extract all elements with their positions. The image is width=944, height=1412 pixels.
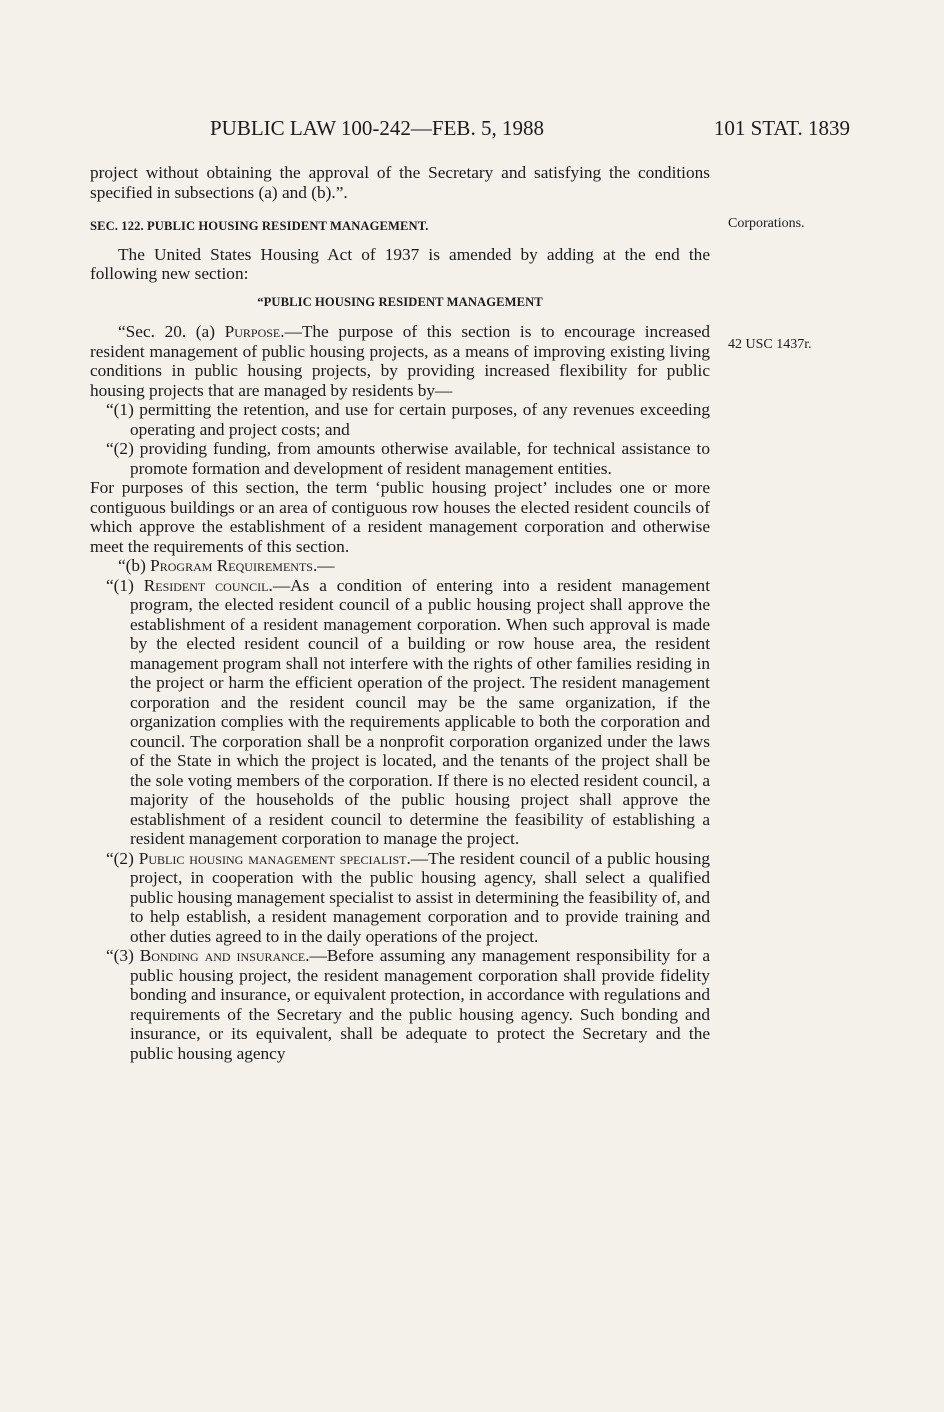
b-prefix: “(b) (118, 556, 151, 575)
running-head: PUBLIC LAW 100-242—FEB. 5, 1988 (210, 116, 544, 140)
spacer (90, 284, 710, 293)
sec20-purpose-paragraph (90, 322, 710, 400)
program-requirements-label: Program Requirements. (150, 556, 318, 575)
stat-page-number: 101 STAT. 1839 (713, 116, 850, 140)
b2-prefix: “(2) (106, 848, 139, 868)
resident-council-label: Resident council. (143, 575, 273, 595)
management-specialist-label: Public housing management specialist. (138, 848, 411, 868)
amendment-paragraph: The United States Housing Act of 1937 is amended by adding at the end the following new section: (90, 244, 710, 283)
resident-council-text: —As a condition of entering into a resident management program, the elected resident council of a public housing project shall approve the establishment of a resident management corporation. When such approval is made by the elected resident council of a building or row house area, the resident management program shall not interfere with the rights of other families residing in the project or harm the efficient operation of the project. The resident management corporation and the resident council may be the same organization, if the organization complies with the requirements applicable to both the corporation and council. The corporation shall be a nonprofit corporation organized under the laws of the State in which the project is located, and the tenants of the project shall be the sole voting members of the corporation. If there is no elected resident council, a majority of the households of the public housing project shall approve the establishment of a resident council to determine the feasibility of establishing a resident management corporation to manage the project. (130, 575, 710, 848)
bonding-insurance-paragraph (90, 946, 710, 1063)
page-header (90, 116, 850, 146)
bonding-insurance-label: Bonding and insurance. (139, 946, 310, 965)
purpose-item-1: “(1) permitting the retention, and use for certain purposes, of any revenues exceeding operating and project costs; and (106, 400, 710, 439)
b-suffix: — (317, 556, 335, 575)
sec20-prefix: “Sec. 20. (a) (118, 322, 225, 341)
spacer (90, 202, 710, 211)
continuation-paragraph: project without obtaining the approval of the Secretary and satisfying the conditions specified in subsections (a) and (b).”. (90, 163, 710, 202)
margin-note-corporations: Corporations. (728, 216, 805, 231)
purpose-item-2: “(2) providing funding, from amounts otherwise available, for technical assistance to promote formation and development of resident management entities. (106, 439, 710, 478)
purpose-text: —The purpose of this section is to encourage increased resident management of public housing projects, as a means of improving existing living conditions in public housing projects, by providing increased flexibility for public housing projects that are managed by residents by— (90, 322, 711, 400)
bonding-insurance-text: —Before assuming any management responsibility for a public housing project, the resident management corporation shall provide fidelity bonding and insurance, or equivalent protection, in accordance with regulations and requirements of the Secretary and the public housing agency. Such bonding and insurance, or its equivalent, shall be adequate to protect the Secretary and the public housing agency (130, 946, 710, 1063)
management-specialist-text: —The resident council of a public housing project, in cooperation with the public housing agency, shall select a qualified public housing management specialist to assist in determining the feasibility of, and to help establish, a resident management corporation and to provide training and other duties agreed to in the daily operations of the project. (130, 848, 710, 946)
resident-council-paragraph (90, 576, 710, 849)
management-specialist-paragraph (90, 849, 710, 947)
document-body (90, 163, 710, 1063)
margin-note-usc-citation: 42 USC 1437r. (728, 337, 812, 352)
new-section-title: “PUBLIC HOUSING RESIDENT MANAGEMENT (257, 294, 543, 309)
section-heading: SEC. 122. PUBLIC HOUSING RESIDENT MANAGEMENT. (90, 219, 429, 233)
subsection-b-heading (90, 556, 710, 576)
b3-prefix: “(3) (106, 946, 140, 965)
b1-prefix: “(1) (106, 575, 144, 595)
purpose-label: Purpose. (224, 322, 285, 341)
definition-paragraph: For purposes of this section, the term ‘public housing project’ includes one or more contiguous buildings or an area of contiguous row houses the elected resident councils of which approve the establishment of a resident management corporation and otherwise meet the requirements of this section. (90, 478, 710, 556)
